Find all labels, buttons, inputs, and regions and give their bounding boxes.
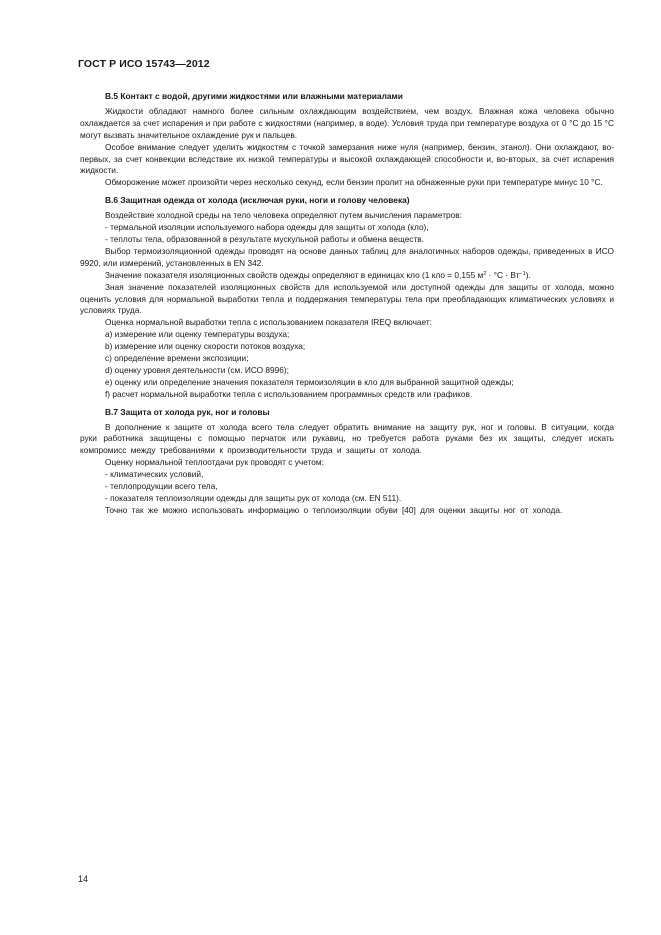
document-body [80,91,614,517]
paragraph: Точно так же можно использовать информацию о теплоизоляции обуви [40] для оценки защиты ног от холода. [105,504,563,515]
document-header: ГОСТ Р ИСО 15743—2012 [78,58,210,70]
paragraph: Оценка нормальной выработки тепла с использованием показателя IREQ включает: [105,317,432,328]
paragraph: Жидкости обладают намного более сильным охлаждающим воздействием, чем воздух. Влажная кожа человека обычно охлаждается за счет испарения и при работе с жидкостями (например, в воде). Условия труда при температуре воздуха от 0 °С до 15 °С могут вызвать значительное охлаждение рук и пальцев. [80,105,614,140]
paragraph: Выбор термоизоляционной одежды проводят на основе данных таблиц для аналогичных наборов одежды, приведенных в ИСО 9920, или измерений, установленных в EN 342. [80,245,614,268]
clo-text: · °С · Вт [486,269,520,280]
paragraph: Обморожение может произойти через несколько секунд, если бензин пролит на обнаженные руки при температуре минус 10 °С. [105,177,603,188]
clo-paragraph [80,270,614,282]
paragraph: Особое внимание следует уделить жидкостям с точкой замерзания ниже нуля (например, бензин, этанол). Они охлаждают, во-первых, за счет конвекции вследствие их низкой температуры и высокой охлаждающей способности и, во-вторых, за счет испарения жидкости. [80,141,614,176]
paragraph: В дополнение к защите от холода всего тела следует обратить внимание на защиту рук, ног и головы. В ситуации, когда руки работника защищены с помощью перчаток или рукавиц, но требуется работа руками без их защиты, следует искать компромисс между требованиями к производительности труда и защиты от холода. [80,421,614,456]
list-item: a) измерение или оценку температуры воздуха; [105,329,290,340]
paragraph: Зная значение показателей изоляционных свойств для используемой или доступной одежды для защиты от холода, можно оценить условия для нормальной выработки тепла и поддержания температуры тела при преобладающих климатических условиях и условиях труда. [80,281,614,316]
section-heading-b6: B.6 Защитная одежда от холода (исключая руки, ноги и голову человека) [105,195,410,206]
paragraph: Оценку нормальной теплоотдачи рук проводят с учетом: [105,457,324,468]
list-item: - теплоты тела, образованной в результате мускульной работы и обмена веществ. [105,233,424,244]
list-item: - показателя теплоизоляции одежды для защиты рук от холода (см. EN 511). [105,493,402,503]
page-number: 14 [78,874,89,884]
section-heading-b7: B.7 Защита от холода рук, ног и головы [105,406,270,417]
list-item: c) определение времени экспозиции; [105,353,249,364]
clo-text: Значение показателя изоляционных свойств одежды определяют в единицах кло (1 кло = 0,155 м [105,269,484,280]
list-item: - термальной изоляции используемого набора одежды для защиты от холода (кло), [105,222,429,233]
list-item: d) оценку уровня деятельности (см. ИСО 8996); [105,364,289,375]
list-item: e) оценку или определение значения показателя термоизоляции в кло для выбранной защитной одежды; [105,376,514,387]
clo-text: ). [525,269,531,280]
list-item: - теплопродукции всего тела, [105,481,218,492]
list-item: f) расчет нормальной выработки тепла с использованием программных средств или графиков. [105,388,473,399]
list-item: - климатических условий, [105,469,204,480]
clo-superscript: 2 [483,270,487,277]
paragraph: Воздействие холодной среды на тело человека определяют путем вычисления параметров: [105,210,462,221]
clo-superscript: −1 [519,270,526,277]
list-item: b) измерение или оценку скорости потоков воздуха; [105,341,306,352]
section-heading-b5: B.5 Контакт с водой, другими жидкостями или влажными материалами [105,91,403,101]
